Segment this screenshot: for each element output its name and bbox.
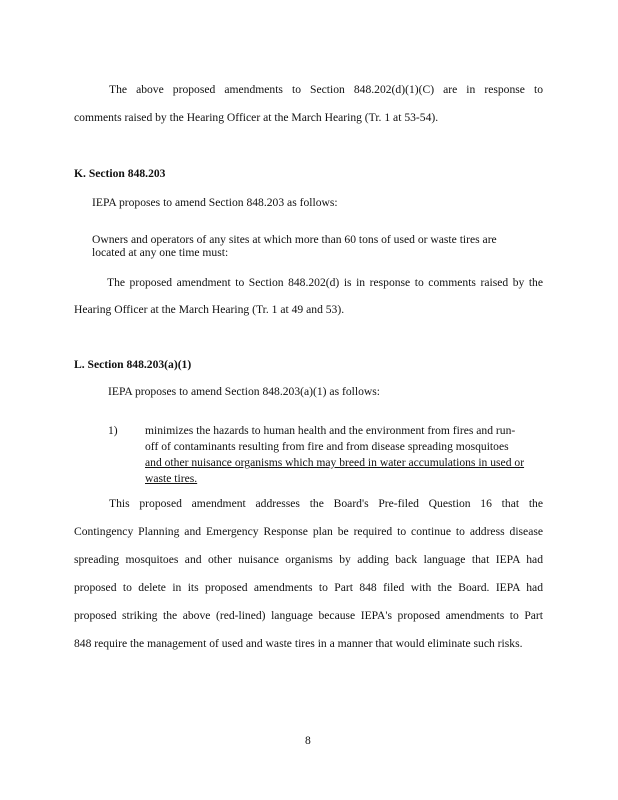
list-item-number: 1) — [108, 424, 118, 437]
section-l-intro: IEPA proposes to amend Section 848.203(a)(1) as follows: — [108, 385, 380, 398]
section-k-heading: K. Section 848.203 — [74, 167, 166, 180]
quote-line: located at any one time must: — [92, 246, 229, 259]
body-line: proposed to delete in its proposed amendments to Part 848 filed with the Board. IEPA had — [74, 581, 543, 594]
inserted-text-line: and other nuisance organisms which may breed in water accumulations in used or — [145, 456, 525, 469]
body-line: This proposed amendment addresses the Board's Pre-filed Question 16 that the — [109, 497, 543, 510]
list-item-line: minimizes the hazards to human health and the environment from fires and run- — [145, 424, 516, 437]
paragraph-line: The above proposed amendments to Section 848.202(d)(1)(C) are in response to — [109, 83, 543, 96]
section-k-intro: IEPA proposes to amend Section 848.203 as follows: — [92, 196, 338, 209]
inserted-text-line: waste tires. — [145, 472, 198, 485]
body-line: proposed striking the above (red-lined) language because IEPA's proposed amendments to Part — [74, 609, 543, 622]
body-line: 848 require the management of used and waste tires in a manner that would eliminate such risks. — [74, 637, 523, 650]
response-line: Hearing Officer at the March Hearing (Tr. 1 at 49 and 53). — [74, 303, 345, 316]
paragraph-line: comments raised by the Hearing Officer at the March Hearing (Tr. 1 at 53-54). — [74, 111, 439, 124]
response-line: The proposed amendment to Section 848.202(d) is in response to comments raised by the — [107, 276, 543, 289]
page-number: 8 — [305, 734, 311, 747]
list-item-line: off of contaminants resulting from fire and from disease spreading mosquitoes — [145, 440, 509, 453]
body-line: Contingency Planning and Emergency Response plan be required to continue to address disease — [74, 525, 543, 538]
quote-line: Owners and operators of any sites at which more than 60 tons of used or waste tires are — [92, 233, 497, 246]
body-line: spreading mosquitoes and other nuisance organisms by adding back language that IEPA had — [74, 553, 543, 566]
section-l-heading: L. Section 848.203(a)(1) — [74, 358, 192, 371]
